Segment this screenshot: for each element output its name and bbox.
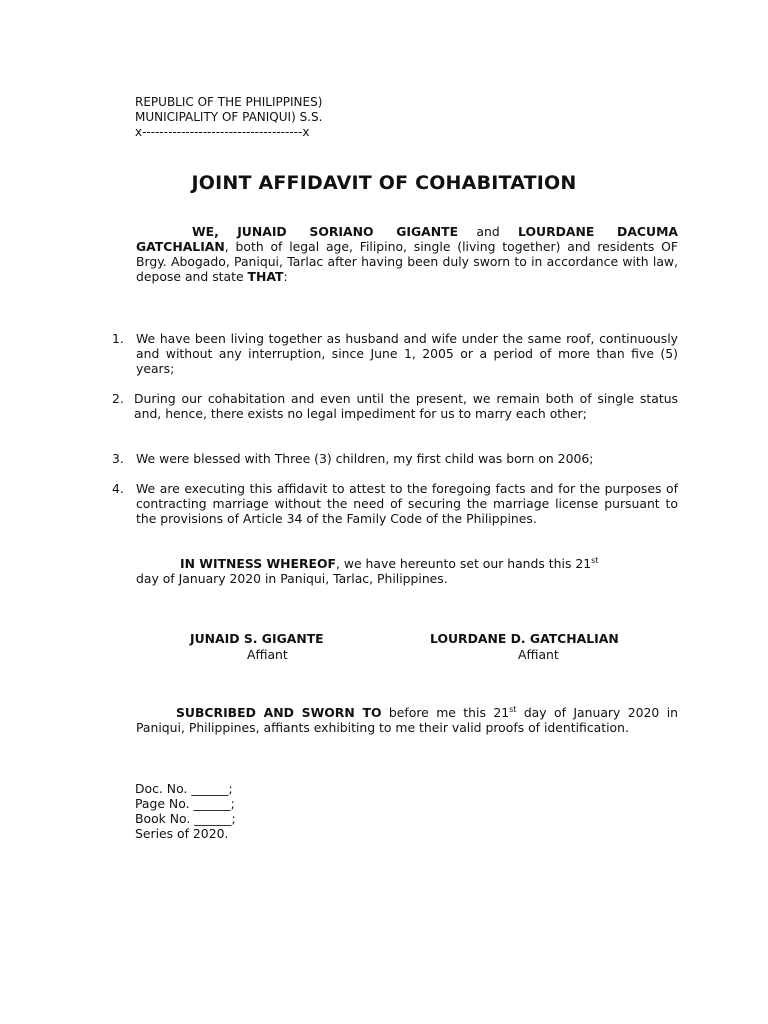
item-text: We have been living together as husband and wife under the same roof, continuously and without any interruption, since June 1, 2005 or a period of more than five (5) years; [136, 331, 678, 376]
witness-text-2: day of January 2020 in Paniqui, Tarlac, Philippines. [136, 571, 448, 586]
series-year: Series of 2020. [135, 826, 229, 841]
witness-ordinal: st [591, 555, 599, 565]
jurat-text: before me this 21 [381, 705, 510, 720]
signature-role-2: Affiant [518, 647, 559, 662]
item-text: We were blessed with Three (3) children, my first child was born on 2006; [136, 451, 594, 466]
header-republic: REPUBLIC OF THE PHILIPPINES) [135, 95, 323, 109]
affiant-name-1: JUNAID SORIANO GIGANTE [237, 224, 459, 239]
header-municipality: MUNICIPALITY OF PANIQUI) S.S. [135, 110, 323, 124]
document-title: JOINT AFFIDAVIT OF COHABITATION [191, 172, 577, 194]
doc-number: Doc. No. ______; [135, 781, 233, 796]
item-number: 4. [112, 481, 124, 496]
jurat-text-2: day of January 2020 in Paniqui, Philippines, affiants exhibiting to me their valid proofs of identification. [136, 705, 678, 735]
item-number: 3. [112, 451, 124, 466]
intro-text: , both of legal age, Filipino, single (living together) and residents OF Brgy. Abogado, Paniqui, Tarlac after having been duly sworn to in accordance with law, depose and state [136, 239, 678, 284]
witness-text: , we have hereunto set our hands this 21 [335, 556, 592, 571]
signature-name-1: JUNAID S. GIGANTE [190, 631, 324, 646]
item-number: 1. [112, 331, 124, 346]
jurat-heading: SUBCRIBED AND SWORN TO [176, 705, 382, 720]
intro-colon: : [283, 269, 288, 284]
intro-paragraph [136, 224, 678, 284]
jurat-ordinal: st [509, 704, 517, 714]
intro-and: and [458, 224, 519, 239]
header-separator: x-------------------------------------x [135, 125, 310, 139]
book-number: Book No. ______; [135, 811, 236, 826]
signature-name-2: LOURDANE D. GATCHALIAN [430, 631, 619, 646]
affiant-name-2: LOURDANE DACUMA GATCHALIAN [136, 224, 678, 254]
signature-role-1: Affiant [247, 647, 288, 662]
intro-we: WE, [192, 224, 219, 239]
page-number: Page No. ______; [135, 796, 235, 811]
jurat-paragraph [136, 705, 678, 735]
item-text: During our cohabitation and even until the present, we remain both of single status and, hence, there exists no legal impediment for us to marry each other; [134, 391, 678, 421]
intro-that: THAT [247, 269, 284, 284]
item-text: We are executing this affidavit to attest to the foregoing facts and for the purposes of contracting marriage without the need of securing the marriage license pursuant to the provisions of Article 34 of the Family Code of the Philippines. [136, 481, 678, 526]
witness-paragraph [136, 556, 678, 586]
item-number: 2. [112, 391, 124, 406]
witness-heading: IN WITNESS WHEREOF [180, 556, 336, 571]
